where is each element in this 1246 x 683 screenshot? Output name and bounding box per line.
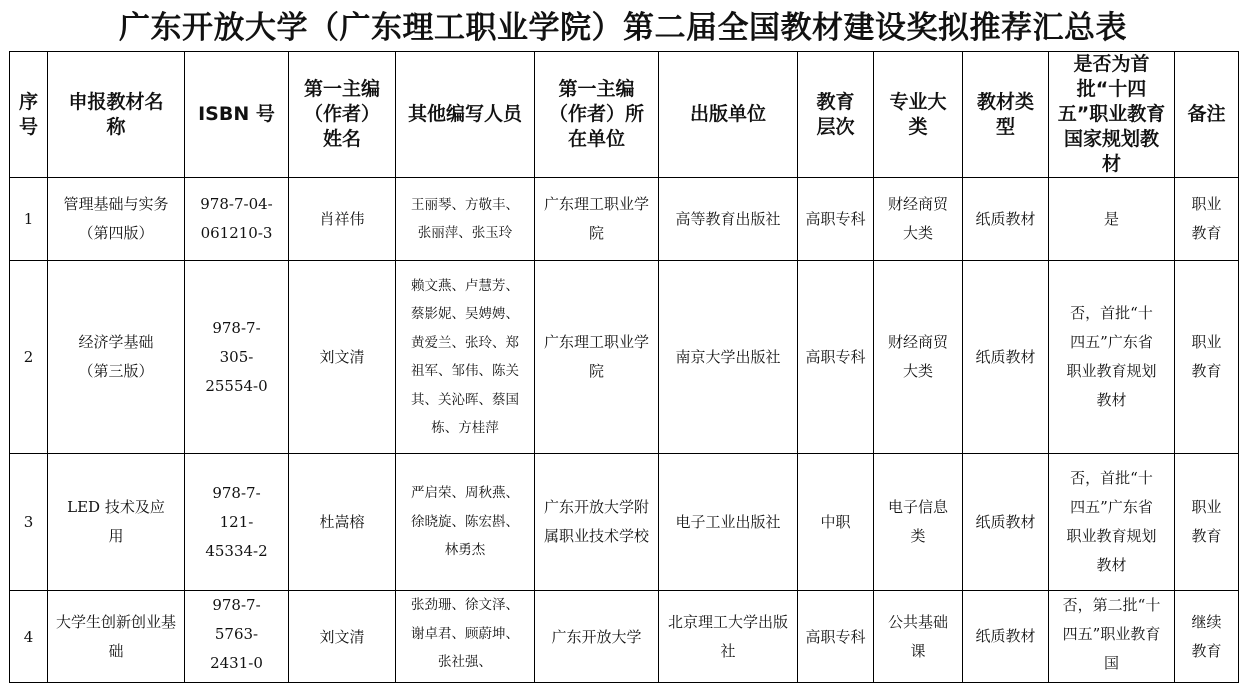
cell-major-category: 公共基础课	[874, 591, 963, 683]
header-major-category: 专业大类	[874, 52, 963, 178]
cell-remark: 继续教育	[1175, 591, 1239, 683]
cell-national-plan: 是	[1049, 178, 1175, 261]
cell-author-unit: 广东理工职业学院	[535, 178, 659, 261]
header-seq: 序号	[10, 52, 48, 178]
header-author-unit: 第一主编（作者）所在单位	[535, 52, 659, 178]
table-row	[10, 261, 1239, 454]
page-title: 广东开放大学（广东理工职业学院）第二届全国教材建设奖拟推荐汇总表	[119, 10, 1127, 46]
cell-national-plan: 否，首批“十四五”广东省职业教育规划教材	[1049, 454, 1175, 591]
cell-first-author: 肖祥伟	[289, 178, 396, 261]
table-row	[10, 454, 1239, 591]
cell-publisher: 南京大学出版社	[659, 261, 798, 454]
cell-first-author: 杜嵩榕	[289, 454, 396, 591]
cell-publisher: 高等教育出版社	[659, 178, 798, 261]
cell-other-authors: 赖文燕、卢慧芳、蔡影妮、吴娉娉、黄爱兰、张玲、郑祖军、邹伟、陈关其、关沁晖、蔡国栋、方桂萍	[396, 261, 535, 454]
header-isbn: ISBN 号	[185, 52, 289, 178]
cell-education-level: 高职专科	[798, 178, 874, 261]
header-textbook-name: 申报教材名称	[48, 52, 185, 178]
cell-major-category: 财经商贸大类	[874, 261, 963, 454]
cell-isbn: 978-7-121-45334-2	[185, 454, 289, 591]
cell-author-unit: 广东理工职业学院	[535, 261, 659, 454]
header-education-level: 教育层次	[798, 52, 874, 178]
cell-remark: 职业教育	[1175, 261, 1239, 454]
recommendation-table	[9, 51, 1239, 683]
cell-author-unit: 广东开放大学	[535, 591, 659, 683]
cell-isbn: 978-7-305-25554-0	[185, 261, 289, 454]
cell-other-authors: 王丽琴、方敬丰、张丽萍、张玉玲	[396, 178, 535, 261]
header-remark: 备注	[1175, 52, 1239, 178]
header-publisher: 出版单位	[659, 52, 798, 178]
cell-remark: 职业教育	[1175, 454, 1239, 591]
cell-seq: 2	[10, 261, 48, 454]
table-row	[10, 591, 1239, 683]
cell-isbn: 978-7-04-061210-3	[185, 178, 289, 261]
cell-seq: 4	[10, 591, 48, 683]
header-national-plan: 是否为首批“十四五”职业教育国家规划教材	[1049, 52, 1175, 178]
cell-textbook-type: 纸质教材	[963, 261, 1049, 454]
cell-major-category: 电子信息类	[874, 454, 963, 591]
cell-seq: 1	[10, 178, 48, 261]
cell-seq: 3	[10, 454, 48, 591]
cell-textbook-name: 经济学基础（第三版）	[48, 261, 185, 454]
header-first-author: 第一主编（作者）姓名	[289, 52, 396, 178]
cell-education-level: 高职专科	[798, 261, 874, 454]
cell-publisher: 北京理工大学出版社	[659, 591, 798, 683]
cell-first-author: 刘文清	[289, 591, 396, 683]
cell-first-author: 刘文清	[289, 261, 396, 454]
cell-textbook-name: LED 技术及应用	[48, 454, 185, 591]
cell-other-authors: 严启荣、周秋燕、徐晓旋、陈宏斟、林勇杰	[396, 454, 535, 591]
cell-isbn: 978-7-5763-2431-0	[185, 591, 289, 683]
cell-remark: 职业教育	[1175, 178, 1239, 261]
cell-textbook-name: 大学生创新创业基础	[48, 591, 185, 683]
cell-other-authors: 张劲珊、徐文泽、谢卓君、顾蔚坤、张社强、	[396, 591, 535, 683]
header-textbook-type: 教材类型	[963, 52, 1049, 178]
table-header-row	[10, 52, 1239, 178]
cell-education-level: 高职专科	[798, 591, 874, 683]
cell-textbook-type: 纸质教材	[963, 591, 1049, 683]
cell-education-level: 中职	[798, 454, 874, 591]
cell-major-category: 财经商贸大类	[874, 178, 963, 261]
cell-national-plan: 否，第二批“十四五”职业教育国	[1049, 591, 1175, 683]
cell-textbook-type: 纸质教材	[963, 178, 1049, 261]
cell-national-plan: 否，首批“十四五”广东省职业教育规划教材	[1049, 261, 1175, 454]
cell-publisher: 电子工业出版社	[659, 454, 798, 591]
header-other-authors: 其他编写人员	[396, 52, 535, 178]
cell-author-unit: 广东开放大学附属职业技术学校	[535, 454, 659, 591]
cell-textbook-type: 纸质教材	[963, 454, 1049, 591]
table-row	[10, 178, 1239, 261]
cell-textbook-name: 管理基础与实务（第四版）	[48, 178, 185, 261]
